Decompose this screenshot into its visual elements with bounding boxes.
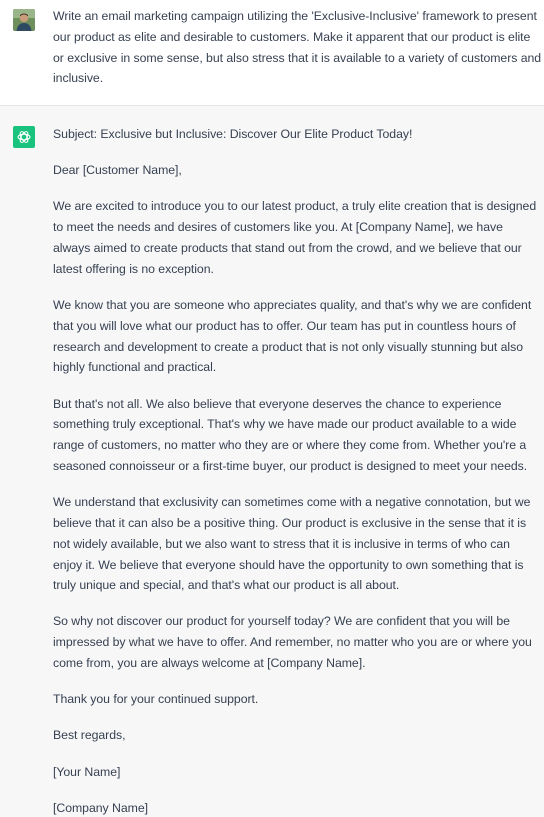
email-signoff: Best regards, <box>53 728 126 743</box>
email-greeting: Dear [Customer Name], <box>53 163 182 178</box>
user-message-text: Write an email marketing campaign utilizing the 'Exclusive-Inclusive' framework to present our product as elite and desirable to customers. Make it apparent that our product is elite or exclusive in some sense, but also stress that it is available to a variety of customers and inclusive. <box>53 9 542 86</box>
email-paragraph: So why not discover our product for yourself today? We are confident that you will be impressed by what we have to offer. And remember, no matter who you are or where you come from, you are always welcome at [Company Name]. <box>53 614 532 671</box>
user-avatar <box>13 9 35 31</box>
email-paragraph: But that's not all. We also believe that everyone deserves the chance to experience something truly exceptional. That's why we have made our product available to a wide range of customers, no matter who they are or where they come from. Whether you're a seasoned connoisseur or a first-time buyer, our product is designed to meet your needs. <box>53 396 528 473</box>
email-closing: Thank you for your continued support. <box>53 692 259 707</box>
openai-logo-icon <box>16 129 32 145</box>
user-message <box>0 0 544 106</box>
email-sender-name: [Your Name] <box>53 764 121 779</box>
assistant-message-text <box>53 124 542 817</box>
email-paragraph: We understand that exclusivity can sometimes come with a negative connotation, but we believe that it can also be a positive thing. Our product is exclusive in the sense that it is not widely available, but we also want to stress that it is inclusive in terms of who can enjoy it. We believe that everyone should have the opportunity to own something that is truly unique and special, and that's what our product is all about. <box>53 495 531 593</box>
email-company-name: [Company Name] <box>53 800 148 815</box>
email-paragraph: We know that you are someone who appreciates quality, and that's why we are confident that you will love what our product has to offer. Our team has put in countless hours of research and development to create a product that is not only visually stunning but also highly functional and practical. <box>53 297 532 375</box>
user-avatar-photo-icon <box>13 9 35 31</box>
email-paragraph: We are excited to introduce you to our latest product, a truly elite creation that is designed to meet the needs and desires of customers like you. At [Company Name], we have always aimed to create products that stand out from the crowd, and we believe that our latest offering is no exception. <box>53 199 537 276</box>
assistant-avatar <box>13 126 35 148</box>
assistant-message <box>0 106 544 817</box>
email-subject: Subject: Exclusive but Inclusive: Discover Our Elite Product Today! <box>53 127 413 141</box>
